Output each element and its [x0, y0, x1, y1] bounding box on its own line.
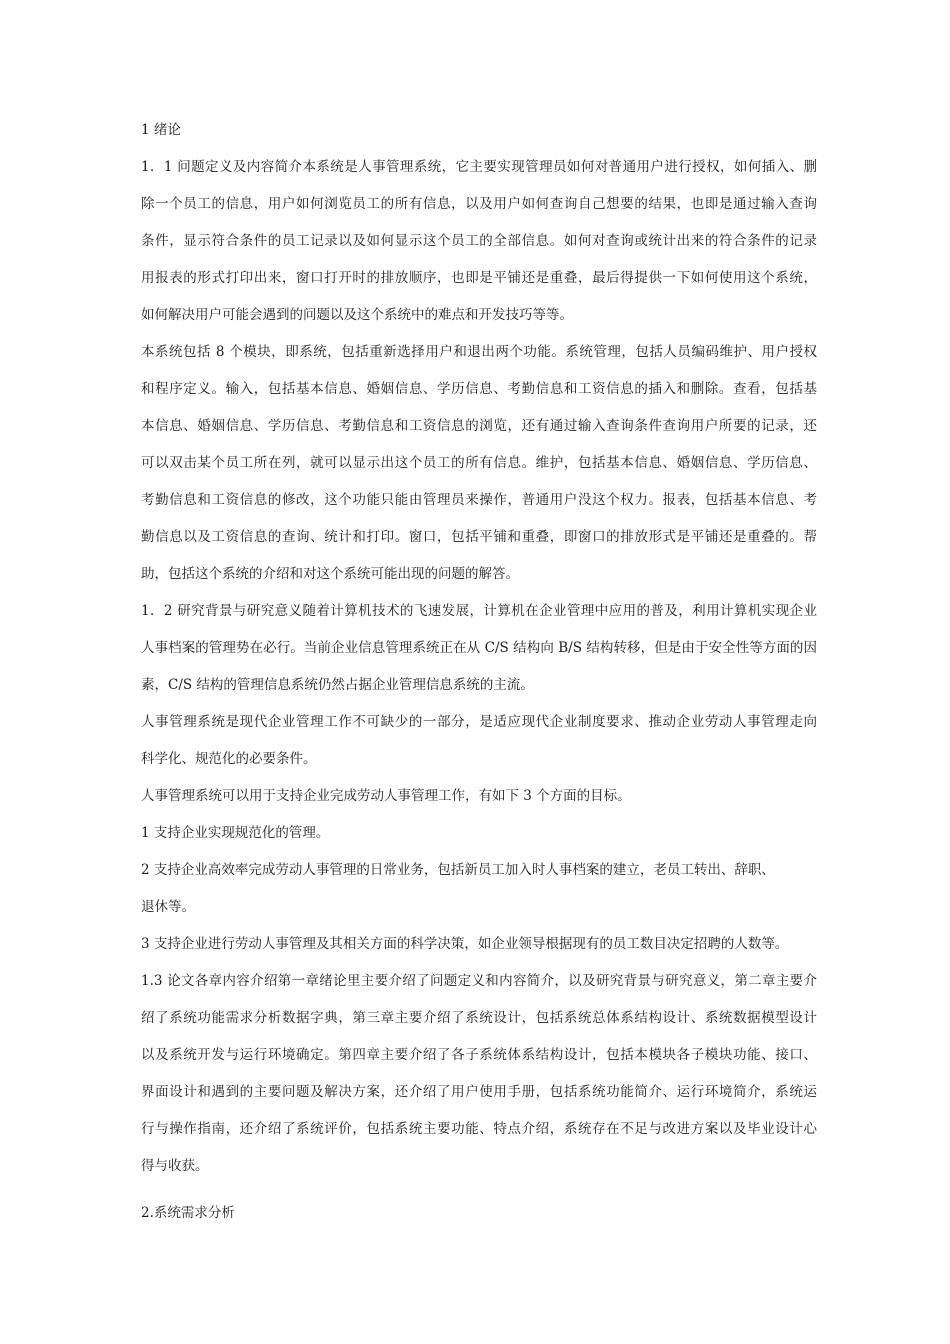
text-line: 用报表的形式打印出来，窗口打开时的排放顺序，也即是平铺还是重叠，最后得提供一下如何使用这个系统， [141, 270, 817, 286]
text-line: 退休等。 [141, 899, 195, 915]
text-line: 如何解决用户可能会遇到的问题以及这个系统中的难点和开发技巧等等。 [141, 307, 573, 323]
text-line: 绍了系统功能需求分析数据字典，第三章主要介绍了系统设计，包括系统总体系结构设计、系统数据模型设计 [141, 1010, 817, 1026]
text-line: 素，C/S 结构的管理信息系统仍然占据企业管理信息系统的主流。 [141, 677, 534, 693]
heading-chapter-2: 2.系统需求分析 [141, 1205, 235, 1221]
heading-chapter-1: 1 绪论 [141, 122, 181, 138]
text-line: 勤信息以及工资信息的查询、统计和打印。窗口，包括平铺和重叠，即窗口的排放形式是平铺还是重叠的。帮 [141, 529, 817, 545]
text-line: 人事档案的管理势在必行。当前企业信息管理系统正在从 C/S 结构向 B/S 结构转移，但是由于安全性等方面的因 [141, 640, 817, 656]
text-line: 考勤信息和工资信息的修改，这个功能只能由管理员来操作，普通用户没这个权力。报表，包括基本信息、考 [141, 492, 817, 508]
text-line: 本信息、婚姻信息、学历信息、考勤信息和工资信息的浏览，还有通过输入查询条件查询用户所要的记录，还 [141, 418, 817, 434]
text-line: 1．1 问题定义及内容简介本系统是人事管理系统，它主要实现管理员如何对普通用户进行授权，如何插入、删 [141, 159, 817, 175]
text-line: 人事管理系统可以用于支持企业完成劳动人事管理工作，有如下 3 个方面的目标。 [141, 788, 631, 804]
section-spacer [141, 1185, 817, 1195]
text-line: 和程序定义。输入，包括基本信息、婚姻信息、学历信息、考勤信息和工资信息的插入和删除。查看，包括基 [141, 381, 817, 397]
text-line: 科学化、规范化的必要条件。 [141, 751, 317, 767]
text-line: 可以双击某个员工所在列，就可以显示出这个员工的所有信息。维护，包括基本信息、婚姻信息、学历信息、 [141, 455, 817, 471]
text-line: 1.3 论文各章内容介绍第一章绪论里主要介绍了问题定义和内容简介，以及研究背景与研究意义，第二章主要介 [141, 973, 817, 989]
text-line: 1 支持企业实现规范化的管理。 [141, 825, 330, 841]
text-line: 界面设计和遇到的主要问题及解决方案，还介绍了用户使用手册，包括系统功能简介、运行环境简介，系统运 [141, 1084, 817, 1100]
text-line: 得与收获。 [141, 1158, 209, 1174]
text-line: 1．2 研究背景与研究意义随着计算机技术的飞速发展，计算机在企业管理中应用的普及，利用计算机实现企业 [141, 603, 817, 619]
text-line: 除一个员工的信息，用户如何浏览员工的所有信息，以及用户如何查询自己想要的结果，也即是通过输入查询 [141, 196, 817, 212]
text-line: 以及系统开发与运行环境确定。第四章主要介绍了各子系统体系结构设计，包括本模块各子模块功能、接口、 [141, 1047, 817, 1063]
text-line: 3 支持企业进行劳动人事管理及其相关方面的科学决策，如企业领导根据现有的员工数目决定招聘的人数等。 [141, 936, 789, 952]
document-body [141, 112, 817, 1232]
text-line: 本系统包括 8 个模块，即系统，包括重新选择用户和退出两个功能。系统管理，包括人员编码维护、用户授权 [141, 344, 817, 360]
text-line: 人事管理系统是现代企业管理工作不可缺少的一部分，是适应现代企业制度要求、推动企业劳动人事管理走向 [141, 714, 817, 730]
text-line: 条件，显示符合条件的员工记录以及如何显示这个员工的全部信息。如何对查询或统计出来的符合条件的记录 [141, 233, 817, 249]
text-line: 2 支持企业高效率完成劳动人事管理的日常业务，包括新员工加入时人事档案的建立，老员工转出、辞职、 [141, 862, 775, 878]
text-line: 行与操作指南，还介绍了系统评价，包括系统主要功能、特点介绍，系统存在不足与改进方案以及毕业设计心 [141, 1121, 817, 1137]
text-line: 助，包括这个系统的介绍和对这个系统可能出现的问题的解答。 [141, 566, 519, 582]
